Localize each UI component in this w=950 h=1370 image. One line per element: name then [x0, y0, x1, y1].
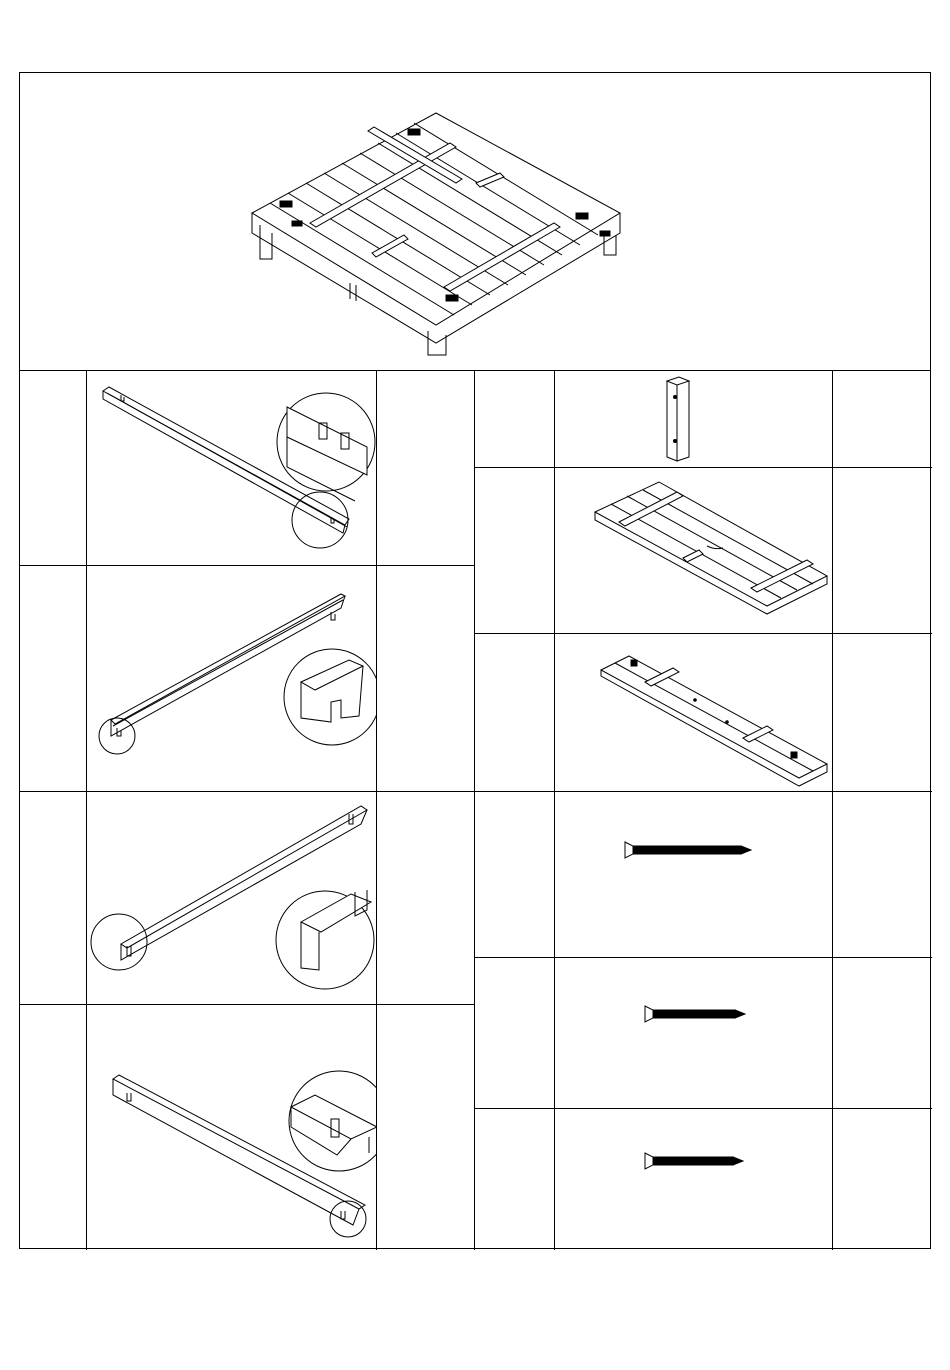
part-row-1-number-cell: [20, 371, 87, 566]
part-row-8-image-cell: [555, 792, 833, 958]
part-row-3-number-cell: [20, 792, 87, 1005]
part-row-10-number-cell: [475, 1109, 555, 1250]
corner-post-icon: [555, 371, 833, 468]
part-row-6-number-cell: [475, 468, 555, 634]
sandbox-overview-icon: [20, 73, 932, 371]
long-grooved-rail-icon: [87, 566, 377, 792]
part-row-5-number-cell: [475, 371, 555, 468]
overview-panel: [20, 73, 930, 371]
part-row-8-qty-cell: [833, 792, 932, 958]
short-screw-icon: [555, 1109, 833, 1250]
part-row-6-qty-cell: [833, 468, 932, 634]
part-row-10-image-cell: [555, 1109, 833, 1250]
end-board-icon: [87, 1005, 377, 1250]
part-row-7-qty-cell: [833, 634, 932, 792]
part-row-4-image-cell: [87, 1005, 377, 1250]
part-row-1-image-cell: [87, 371, 377, 566]
medium-screw-icon: [555, 958, 833, 1109]
part-row-4-number-cell: [20, 1005, 87, 1250]
part-row-7-number-cell: [475, 634, 555, 792]
part-row-4-qty-cell: [377, 1005, 475, 1250]
part-row-10-qty-cell: [833, 1109, 932, 1250]
part-row-9-image-cell: [555, 958, 833, 1109]
notched-side-board-icon: [87, 792, 377, 1005]
part-row-9-qty-cell: [833, 958, 932, 1109]
long-screw-icon: [555, 792, 833, 958]
lid-panel-icon: [555, 468, 833, 634]
part-row-3-image-cell: [87, 792, 377, 1005]
parts-list-sheet: [19, 72, 931, 1249]
part-row-8-number-cell: [475, 792, 555, 958]
long-grooved-board-icon: [87, 371, 377, 566]
part-row-2-qty-cell: [377, 566, 475, 792]
part-row-2-image-cell: [87, 566, 377, 792]
part-row-5-image-cell: [555, 371, 833, 468]
part-row-3-qty-cell: [377, 792, 475, 1005]
part-row-9-number-cell: [475, 958, 555, 1109]
part-row-1-qty-cell: [377, 371, 475, 566]
part-row-2-number-cell: [20, 566, 87, 792]
part-row-5-qty-cell: [833, 371, 932, 468]
hinged-bench-board-icon: [555, 634, 833, 792]
part-row-7-image-cell: [555, 634, 833, 792]
part-row-6-image-cell: [555, 468, 833, 634]
